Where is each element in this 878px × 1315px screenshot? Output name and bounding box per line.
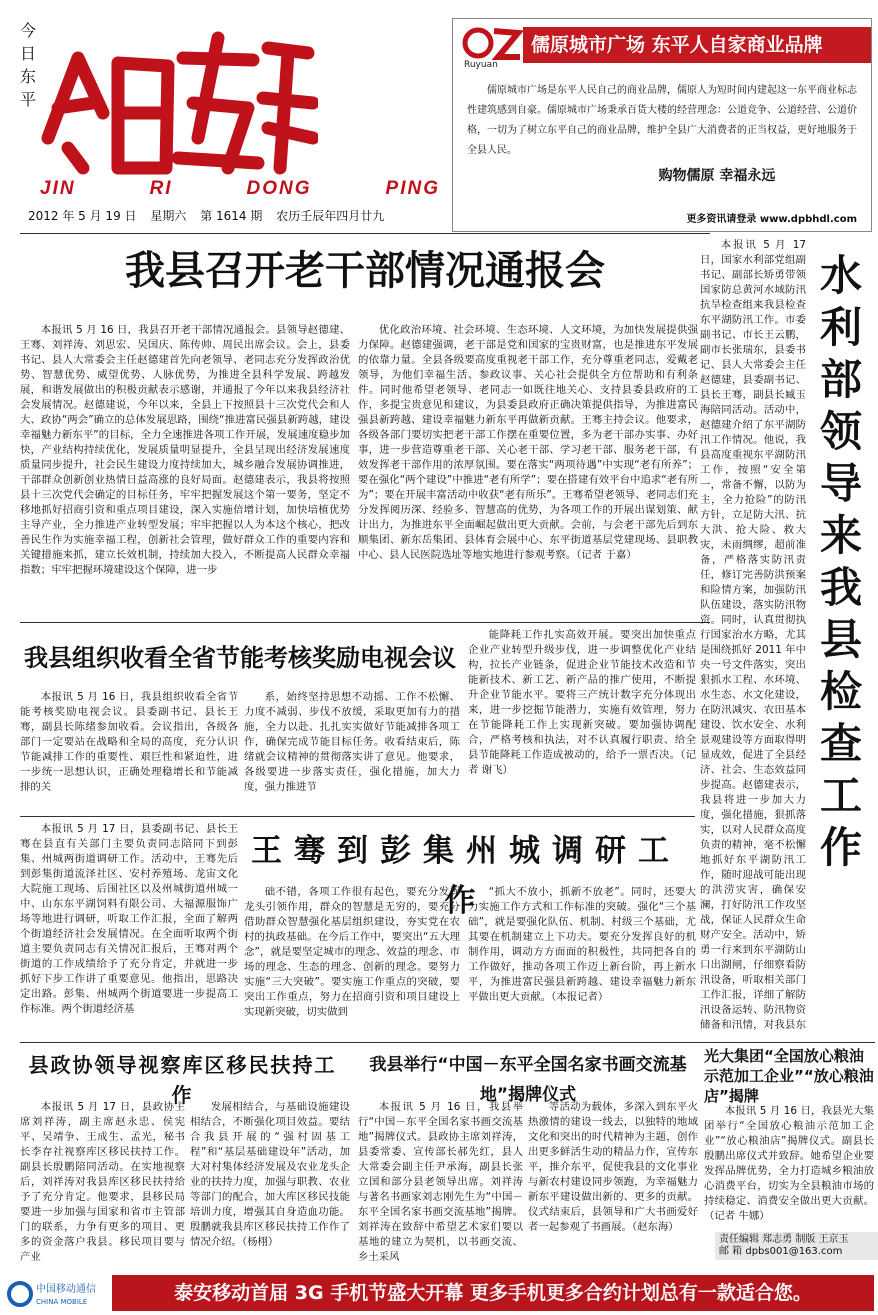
footer-banner: 泰安移动首届 3G 手机节盛大开幕 更多手机更多合约计划总有一款适合您。 xyxy=(112,1275,874,1311)
masthead-logo xyxy=(18,18,318,193)
story2-col1-text: 本报讯 5 月 16 日，我县组织收看全省节能考核奖励电视会议。县委副书记、县长王骞，副县长陈绪参加收看。会议指出，各级各部门一定要站在战略和全局的高度，充分认识节能减排工作的重要性、艰巨性和紧迫性，进一步统一思想认识，正确处理稳增长和节能减排的关 xyxy=(20,691,238,793)
rule-3 xyxy=(20,816,695,817)
china-mobile-en: CHINA MOBILE xyxy=(36,1298,88,1306)
bottom-mid-col2-text: 等活动为载体，多深入到东平火热激情的建设一线去，以独特的地域文化和突出的时代精神为主题，创作出更多鲜活生动的精品力作，宣传东平，推介东平，促使我县的文化事业与新农村建设同步领跑，为幸福魅力新东平建设做出新的、更多的贡献。仪式结束后，县领导和广大书画爱好者一起参观了书画展。（赵东海） xyxy=(528,1101,698,1233)
side-text: 本报讯 5 月 17 日，国家水利部党组副书记、副部长矫勇带领国家防总黄河水域防汛抗旱检查组来我县检查东平湖防汛工作。市委副书记、市长王云鹏，副市长张瑞东，县委书记、县人大常委会主任赵德建，县委副书记、县长王骞，副县长臧玉海陪同活动。活动中，赵德建介绍了东平湖防汛工作情况。他说，我县高度重视东平湖防汛工作，按照“安全第一，常备不懈，以防为主，全力抢险”的防汛方针，立足防大汛、抗大洪、抢大险、救大灾，未雨绸缪，超前准备，严格落实防汛责任，修订完善防洪预案和险情方案，加强防汛队伍建设，落实防汛物资。同时，认真贯彻执行国家治水方略，尤其是围绕抓好 2011 年中央一号文件落实，突出狠抓水工程、水环境、水生态、水文化建设，在防汛减灾、农田基本建设、饮水安全、水利景观建设等方面取得明显成效，促进了全县经济、社会、生态效益同步提高。赵德建表示，我县将进一步加大力度，强化措施，狠抓落实，以对人民群众高度负责的精神，毫不松懈地抓好东平湖防汛工作，随时迎战可能出现的洪涝灾害，确保安澜，打好防汛工作攻坚战，保证人民群众生命财产安全。活动中，矫勇一行来到东平湖防山口出湖闸，仔细察看防汛设备，听取相关部门工作汇报，详细了解防汛设备运转、防汛物资储备和汛情，对我县东 xyxy=(700,239,806,1031)
lead-column-1 xyxy=(20,323,350,613)
rule-4 xyxy=(20,1042,875,1043)
story3-column-2 xyxy=(244,885,460,1037)
story2-column-3 xyxy=(468,628,696,810)
china-mobile-name: 中国移动通信 xyxy=(36,1284,96,1295)
lead-col1-text: 本报讯 5 月 16 日，我县召开老干部情况通报会。县领导赵德建、王骞、刘祥涛、刘思宏、吴国庆、陈传帅、周民出席会议。会上，县委书记、县人大常委会主任赵德建首先向老领导、老同志充分发挥政治优势、智慧优势、威望优势、人脉优势，为推进全县科学发展、跨越发展，和谐发展做出的积极贡献表示感谢，并通报了今年以来我县经济社会发展情况。赵德建说，今年以来，全县上下按照县十三次党代会和人大、政协“两会”确立的总体发展思路，围绕“推进富民强县新跨越，建设幸福魅力新东平”的目标，全力全速推进各项工作开展，发展速度稳步加快，产业结构持续优化，发展质量明显提升，全县呈现出经济发展速度质量同步提升，社会民生建设力度持续加大，城乡融合发展协调推进，干部群众创新创业热情日益高涨的良好局面。赵德建表示，我县将按照县十三次党代会确定的目标任务，牢牢把握发展这个第一要务，坚定不移地抓好招商引资和重点项目建设，深入实施倍增计划，加快培植优势主导产业，全力推进产业转型发展；牢牢把握以人为本这个核心，把改善民生作为实施幸福工程，创新社会管理，做好群众工作的重要内容和关键措施来抓，建立长效机制，持续加大投入，不断提高人民群众幸福指数；牢牢把握环境建设这个保障，进一步 xyxy=(20,324,350,576)
lead-column-2 xyxy=(358,323,698,613)
bottom-left-headline: 县政协领导视察库区移民扶持工作 xyxy=(28,1053,337,1107)
rule-2 xyxy=(20,622,710,623)
editor-line: 责任编辑 郑志勇 制版 王京玉 xyxy=(719,1234,849,1245)
story3-col2-text: 础不错，各项工作很有起色，要充分发挥龙头引领作用，群众的智慧是无穷的，要充分借助群众智慧强化基层组织建设，夯实党在农村的执政基础。在今后工作中，要突出“五大理念”，就是要坚定城市的理念、效益的理念、市场的理念、生态的理念、创新的理念。要努力实施“三大突破”。要实施工作重点的突破，要突出工作重点，努力在招商引资和项目建设上实现新突破，切实做到 xyxy=(244,886,460,1018)
bottom-left-col2-text: 发展相结合，与基础设施建设相结合，不断强化项目效益。要结合我县开展的“强村固基工程”和“基层基础建设年”活动，加大对村集体经济发展及农业龙头企业的扶持力度，加强与职教、农业等部门的配合，加大库区移民技能培训力度，增强其自身造血功能。殷鹏就我县库区移民扶持工作作了情况介绍。（杨栩） xyxy=(190,1101,350,1248)
top-rule xyxy=(20,233,710,234)
ad-header xyxy=(453,19,871,71)
pinyin-3: DONG xyxy=(246,178,312,199)
story3-col1-text: 本报讯 5 月 17 日，县委副书记、县长王骞在县直有关部门主要负责同志陪同下到彭集、州城两街道调研工作。活动中，王骞先后到彭集街道流泽社区、安村养殖场、龙宙文化大院施工现场、后围社区以及州城街道州城一中、山东东平湖饲料有限公司、大福源服饰广场等地进行调研，听取工作汇报，全面了解两个街道经济社会发展情况。在全面听取两个街道主要负责同志有关情况汇报后，王骞对两个街道的工作成绩给予了充分肯定，并就进一步抓好下步工作讲了重要意见。他指出，思路决定出路。彭集、州城两个街道要进一步提高工作标准。两个街道经济基 xyxy=(20,823,238,1015)
issue-number: 第 1614 期 xyxy=(200,209,263,223)
lunar-date: 农历壬辰年四月廿九 xyxy=(276,209,385,223)
story3-col3-text: “抓大不放小，抓新不放老”。同时，还要大力实施工作方式和工作标准的突破。强化“三个基础”，就是要强化队伍、机制、村级三个基础，尤其要在机制建立上下功夫。要充分发挥良好的机制作用，调动方方面面的积极性，共同把各自的工作做好，推动各项工作迈上新台阶，再上新水平，为推进富民强县新跨越、建设幸福魅力新东平做出更大贡献。（本报记者） xyxy=(468,886,696,1003)
email-line: 邮 箱 dpbs001@163.com xyxy=(719,1246,843,1257)
ruyuan-logo-icon xyxy=(458,21,523,69)
bottom-left-column-2 xyxy=(190,1100,350,1268)
story3-column-3 xyxy=(468,885,696,1037)
pinyin-4: PING xyxy=(385,178,440,199)
ad-title: 儒原城市广场 东平人自家商业品牌 xyxy=(523,27,871,63)
story3-column-1 xyxy=(20,822,238,1037)
story2-column-1 xyxy=(20,690,238,810)
side-story-text xyxy=(700,238,806,1033)
side-vertical-headline: 水利部领导来我县检查工作 xyxy=(819,251,862,872)
ad-logo-text: Ruyuan xyxy=(464,60,498,69)
pinyin-2: RI xyxy=(149,178,173,199)
bottom-left-column-1 xyxy=(20,1100,185,1268)
bottom-left-col1-text: 本报讯 5 月 17 日，县政协主席刘祥涛，副主席赵永忠、侯宪平、吴靖争、王成生、孟光，秘书长李存社视察库区移民扶持工作。副县长殷鹏陪同活动。在实地视察后，刘祥涛对我县库区移民扶持给予了充分肯定。他要求，县移民局要进一步加强与国家和省市主管部门的联系，力争有更多的项目、更多的资金落户我县。移民项目要与产业 xyxy=(20,1101,185,1263)
bottom-mid-column-1 xyxy=(358,1100,523,1268)
china-mobile-logo xyxy=(6,1277,106,1311)
bottom-mid-column-2 xyxy=(528,1100,698,1268)
date: 2012 年 5 月 19 日 xyxy=(28,209,137,223)
editor-credits xyxy=(715,1232,878,1260)
masthead-pinyin xyxy=(40,178,440,200)
story2-col2-text: 系，始终坚持思想不动摇、工作不松懈、力度不减弱、步伐不放缓，采取更加有力的措施，全力以赴、扎扎实实做好节能减排各项工作，确保完成节能目标任务。收看结束后，陈绪就会议精神的贯彻落实讲了意见。他要求，各级要进一步落实责任，强化措施，加大力度，强力推进节 xyxy=(244,691,460,793)
lead-headline: 我县召开老干部情况通报会 xyxy=(125,248,605,294)
pinyin-1: JIN xyxy=(40,178,76,199)
story2-col3-text: 能降耗工作扎实高效开展。要突出加快重点企业产业转型升级步伐，进一步调整优化产业结构，拉长产业链条，促进企业节能技术改造和节能新技术、新工艺、新产品的推广使用，不断提升企业节能水平。要将三产统计数字充分体现出来，进一步挖掘节能潜力，实施有效管理，努力在节能降耗工作上实现新突破。要加强协调配合，严格考核和执法，对不认真履行职责、给全县节能降耗工作造成被动的，给予一票否决。（记者 谢飞） xyxy=(468,629,696,776)
dateline xyxy=(28,207,448,224)
bottom-right-column xyxy=(704,1104,874,1228)
ad-body: 儒原城市广场是东平人民自己的商业品牌，儒原人为短时间内建起这一东平商业标志性建筑感到自豪。儒原城市广场秉承百货大楼的经营理念：公道竞争、公道经营、公道价格，一切为了树立东平自己的商业品牌，维护全县广大消费者的正当权益，更好地服务于全县人民。 xyxy=(467,85,857,156)
bottom-right-text: 本报讯 5 月 16 日，我县光大集团举行“全国放心粮油示范加工企业”“放心粮油店”揭牌仪式。副县长殷鹏出席仪式并致辞。她希望企业要发挥品牌优势，全力打造城乡粮油放心消费平台，切实为全县粮油市场的持续稳定、消费安全做出更大贡献。（记者 牛娜） xyxy=(704,1105,874,1222)
story2-headline: 我县组织收看全省节能考核奖励电视会议 xyxy=(24,644,456,672)
ad-url: 更多资讯请登录 www.dpbhdl.com xyxy=(686,214,857,225)
weekday: 星期六 xyxy=(150,209,187,223)
ad-slogan: 购物儒原 幸福永远 xyxy=(658,168,776,184)
story2-column-2 xyxy=(244,690,460,810)
bottom-right-headline: 光大集团“全国放心粮油示范加工企业”“放心粮油店”揭牌 xyxy=(704,1047,874,1105)
story3-headline: 王骞到彭集州城调研工作 xyxy=(251,833,681,919)
ad-box xyxy=(452,18,872,232)
lead-col2-text: 优化政治环境、社会环境、生态环境、人文环境，为加快发展提供强力保障。赵德建强调，老干部是党和国家的宝贵财富，也是推进东平发展的依靠力量。全县各级要高度重视老干部工作，充分尊重老同志，爱戴老领导，为他们幸福生活、参政议事、关心社会提供全方位帮助和有利条件。同时他希望老领导、老同志一如既往地关心、支持县委县政府的工作，多提宝贵意见和建议，为县委县政府正确决策提供指导，为推进富民强县新跨越、建设幸福魅力新东平再做新贡献。王骞主持会议。他要求，各级各部门要切实把老干部工作摆在重要位置，多为老干部办实事、办好事，进一步营造尊重老干部、关心老干部、学习老干部、服务老干部，有效发挥老干部作用的浓厚氛围。要在落实“两项待遇”中实现“老有所养”；要在强化“两个建设”中推进“老有所学”；要在搭建有效平台中追求“老有所为”；要在开展丰富活动中收获“老有所乐”。王骞希望老领导、老同志们充分发挥阅历深、经验多、智慧高的优势，为各项工作的开展出谋划策、献计出力，为推进东平全面崛起做出更大贡献。会前，与会老干部先后到东顺集团、新东岳集团、县体育会展中心、东平街道基层党建现场、县职教中心、县人民医院选址等地实地进行参观考察。（记者 于嘉） xyxy=(358,324,698,561)
bottom-mid-headline: 我县举行“中国－东平全国名家书画交流基地”揭牌仪式 xyxy=(369,1055,687,1105)
bottom-mid-col1-text: 本报讯 5 月 16 日，我县举行“中国－东平全国名家书画交流基地”揭牌仪式。县政协主席刘祥涛，县委常委、宣传部长郝先红，县人大常委会副主任尹承海，副县长张立国和部分县老领导出席。刘祥涛与著名书画家刘志刚先生为“中国－东平全国名家书画交流基地”揭牌。刘祥涛在致辞中希望艺术家们要以基地的建立为契机，以书画交流、乡土采风 xyxy=(358,1101,523,1263)
